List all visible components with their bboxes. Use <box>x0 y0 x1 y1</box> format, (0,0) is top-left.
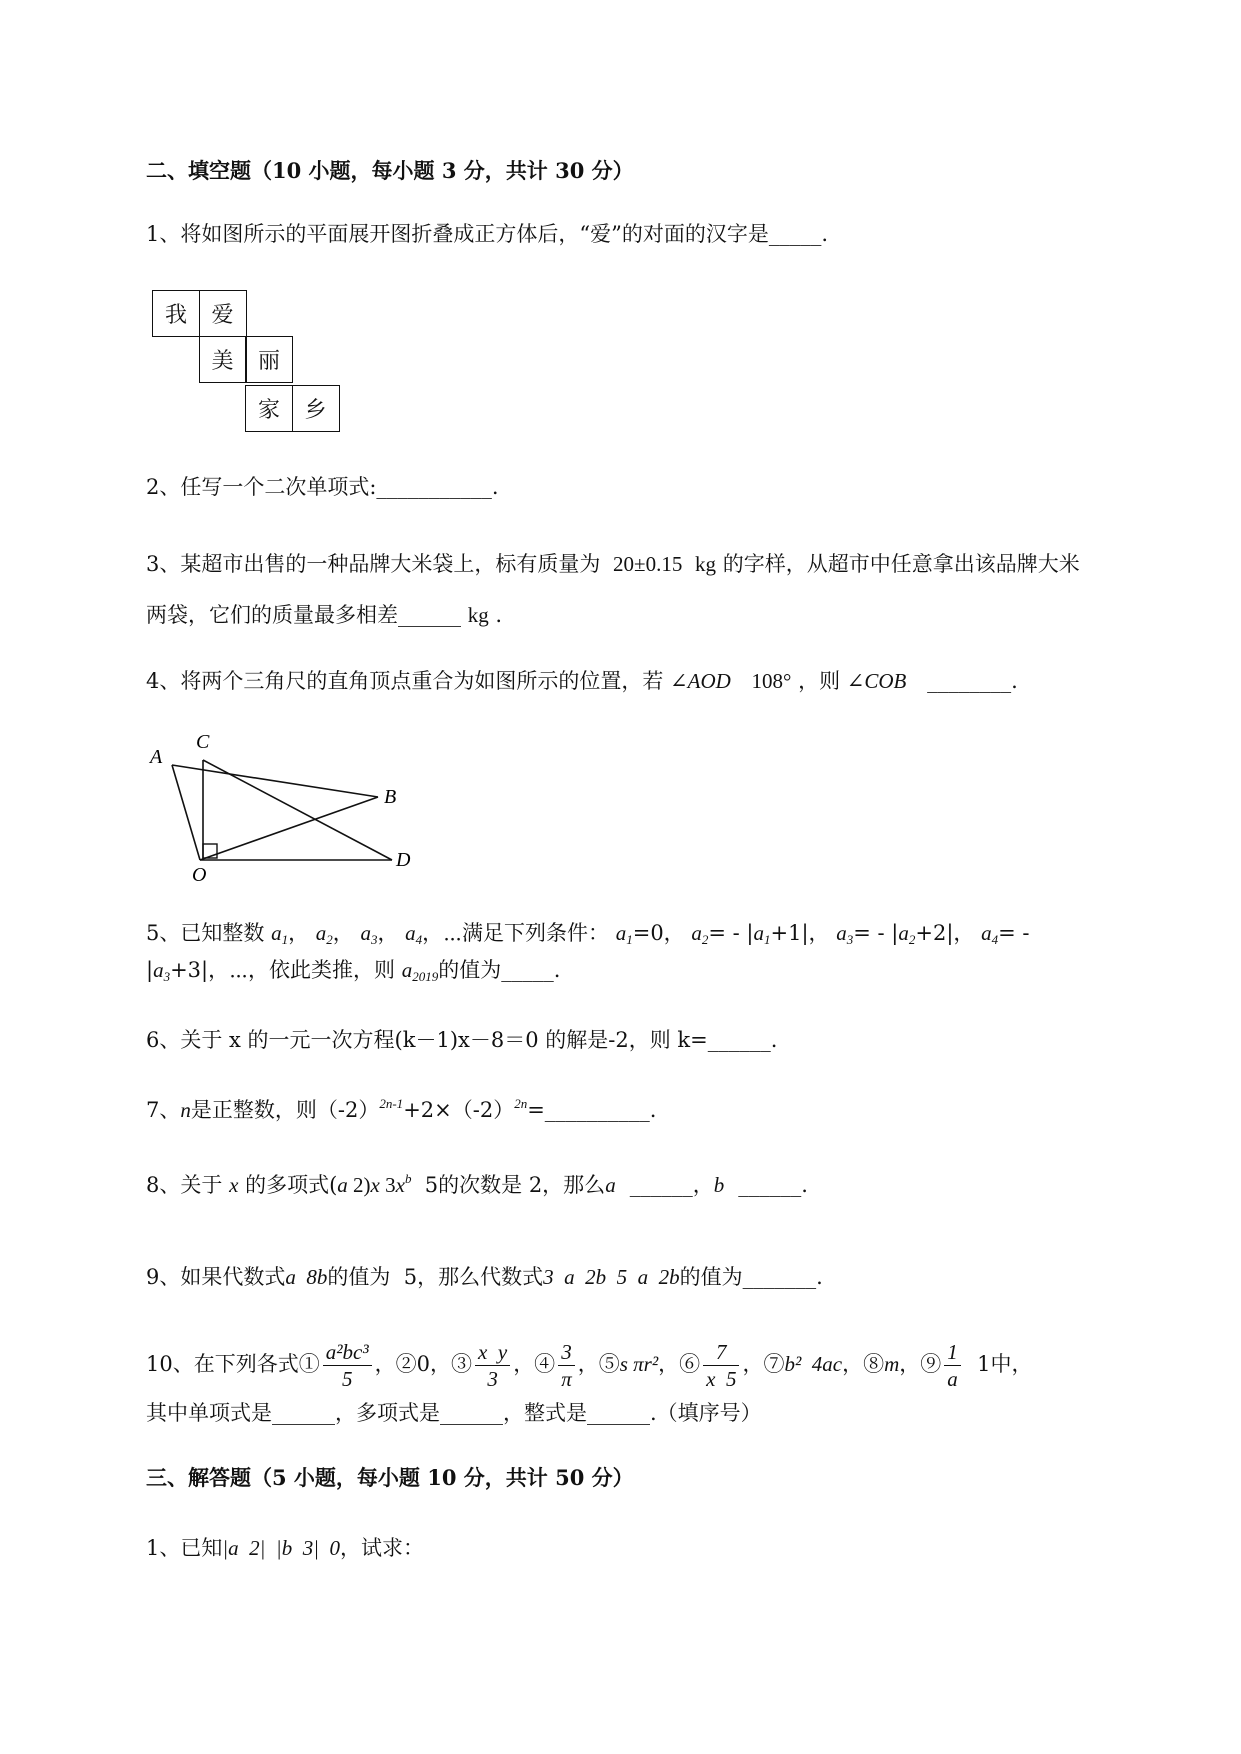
q8-blank: ______， <box>629 1173 714 1197</box>
section-title-fill-in: 二、填空题（10 小题，每小题 3 分，共计 30 分） <box>146 158 634 183</box>
q10-text: ，⑤ <box>577 1352 620 1376</box>
segment-cd <box>203 760 392 860</box>
fraction-numerator: 3 <box>558 1339 575 1366</box>
question-4 <box>146 666 1018 696</box>
q5-var: a <box>615 921 627 945</box>
q10-fraction-9 <box>944 1339 961 1392</box>
q5-sub: 1 <box>626 932 633 947</box>
fraction-denominator: 5 <box>341 1367 353 1391</box>
q8-var: x <box>370 1173 380 1197</box>
net-cell: 爱 <box>199 290 247 337</box>
fraction-denominator: a <box>947 1367 958 1391</box>
q8-text: 2) <box>347 1173 371 1197</box>
problem-1 <box>146 1533 424 1563</box>
q8-var: a <box>605 1173 616 1197</box>
segment-ob <box>200 797 378 860</box>
question-10-line2: 其中单项式是______，多项式是______，整式是______.（填序号） <box>146 1401 762 1425</box>
q3-text: 的字样，从超市中任意拿出该品牌大米 <box>722 552 1080 576</box>
q7-var: n <box>180 1098 191 1122</box>
q4-blank: ________. <box>927 669 1018 693</box>
q5-var: a <box>271 921 282 945</box>
q5-var: a <box>691 921 702 945</box>
q8-var: x <box>395 1173 405 1197</box>
q8-var: b <box>713 1173 725 1197</box>
question-5-line1 <box>146 918 1029 955</box>
q5-sub: 3 <box>163 969 171 984</box>
q10-text: ，⑥ <box>658 1352 701 1376</box>
q9-text: 的值为 5，那么代数式 <box>327 1265 544 1289</box>
q5-text: ， <box>332 921 354 945</box>
question-2: 2、任写一个二次单项式:___________. <box>146 475 499 499</box>
q5-sub: 2 <box>701 932 709 947</box>
q10-text: 1中， <box>963 1352 1033 1376</box>
question-1: 1、将如图所示的平面展开图折叠成正方体后，“爱”的对面的汉字是_____. <box>146 222 829 246</box>
triangle-rulers-figure <box>140 725 440 885</box>
q8-blank: ______. <box>738 1173 808 1197</box>
q3-unit: kg <box>467 603 489 627</box>
q5-var: a <box>405 921 416 945</box>
q5-text: ， <box>377 921 399 945</box>
q5-text: +1|， <box>770 921 830 945</box>
q7-text: 是正整数，则（-2） <box>190 1098 380 1122</box>
question-5-line2 <box>146 955 560 992</box>
q10-expression: s πr² <box>619 1352 659 1376</box>
q9-expression: a 8b <box>285 1265 328 1289</box>
question-7 <box>146 1089 656 1125</box>
net-cell: 丽 <box>245 336 293 383</box>
q10-text: 10、在下列各式① <box>146 1352 320 1376</box>
q5-var: a <box>153 958 164 982</box>
q5-sub: 2 <box>326 932 333 947</box>
label-d: D <box>396 849 411 871</box>
q10-fraction-1 <box>323 1339 372 1392</box>
q5-sub: 4 <box>991 932 999 947</box>
q7-text: 7、 <box>146 1098 181 1122</box>
fraction-numerator: 7 <box>703 1339 739 1366</box>
q5-text: ， <box>288 921 310 945</box>
q5-sub: 1 <box>764 932 771 947</box>
question-10-line1 <box>146 1334 1032 1394</box>
q5-var: a <box>360 921 371 945</box>
label-a: A <box>150 746 163 768</box>
q5-var: a <box>401 958 413 982</box>
q9-text: 的值为_______. <box>679 1265 823 1289</box>
section-title-answer: 三、解答题（5 小题，每小题 10 分，共计 50 分） <box>146 1465 634 1490</box>
label-o: O <box>192 864 207 885</box>
q8-text: 的多项式( <box>245 1173 338 1197</box>
p1-expression: |a 2| |b 3| 0 <box>222 1536 340 1560</box>
q10-text: ，④ <box>513 1352 556 1376</box>
q4-angle-aod: ∠AOD <box>670 669 731 693</box>
net-cell: 我 <box>152 290 200 337</box>
net-cell: 乡 <box>292 385 340 432</box>
q4-text: 4、将两个三角尺的直角顶点重合为如图所示的位置，若 <box>146 669 664 693</box>
q3-text: 3、某超市出售的一种品牌大米袋上，标有质量为 <box>146 552 601 576</box>
q4-text: ，则 <box>798 669 841 693</box>
q9-text: 9、如果代数式 <box>146 1265 286 1289</box>
q10-fraction-4 <box>558 1339 575 1392</box>
fraction-denominator: x 5 <box>706 1367 737 1391</box>
q8-var: x <box>229 1173 239 1197</box>
fraction-denominator: π <box>561 1367 572 1391</box>
q8-text: 5的次数是 2，那么 <box>411 1173 606 1197</box>
q3-text: 两袋，它们的质量最多相差______ <box>146 603 461 627</box>
q3-text: . <box>495 603 503 627</box>
q10-expression: b² 4ac <box>784 1352 843 1376</box>
q5-text: = - <box>998 921 1030 945</box>
segment-ao <box>172 765 200 860</box>
q10-fraction-6 <box>703 1339 739 1392</box>
label-b: B <box>384 786 397 808</box>
q3-unit: kg <box>695 552 717 576</box>
q5-text: 5、已知整数 <box>146 921 265 945</box>
q5-var: a <box>315 921 327 945</box>
q8-text: 8、关于 <box>146 1173 223 1197</box>
q10-text: ，⑦ <box>742 1352 785 1376</box>
label-c: C <box>196 731 210 753</box>
q5-text: +2|， <box>915 921 975 945</box>
q9-expression: 3 a 2b 5 a 2b <box>543 1265 680 1289</box>
q10-fraction-3 <box>475 1339 510 1392</box>
q5-sub: 3 <box>846 932 854 947</box>
q5-text: =0， <box>632 921 685 945</box>
q8-text: 3 <box>379 1173 396 1197</box>
p1-text: 1、已知 <box>146 1536 223 1560</box>
q5-text: 的值为_____. <box>438 958 561 982</box>
q7-text: =__________. <box>527 1098 657 1122</box>
q10-text: ，⑧ <box>842 1352 885 1376</box>
net-cell: 家 <box>245 385 293 432</box>
fraction-numerator: x y <box>475 1339 510 1366</box>
p1-text: ，试求： <box>339 1536 424 1560</box>
q5-sub: 2019 <box>412 969 439 984</box>
q10-text: ，⑨ <box>899 1352 942 1376</box>
q4-value: 108° <box>751 669 792 693</box>
question-3-line1 <box>146 549 1080 579</box>
question-8 <box>146 1164 808 1200</box>
question-3-line2 <box>146 600 502 630</box>
question-6: 6、关于 x 的一元一次方程(k－1)x－8＝0 的解是-2，则 k=______. <box>146 1028 778 1052</box>
q5-text: | <box>146 958 154 982</box>
q8-exponent: b <box>404 1171 412 1186</box>
fraction-numerator: a²bc³ <box>323 1339 372 1366</box>
q7-exponent: 2n <box>514 1096 528 1111</box>
q5-var: a <box>836 921 847 945</box>
q7-text: +2×（-2） <box>403 1098 515 1122</box>
q5-sub: 4 <box>415 932 423 947</box>
q5-var: a <box>898 921 909 945</box>
q5-sub: 1 <box>281 932 289 947</box>
q5-var: a <box>753 921 764 945</box>
q5-sub: 2 <box>908 932 916 947</box>
q10-expression: m <box>884 1352 900 1376</box>
q10-text: ，②0，③ <box>374 1352 473 1376</box>
net-cell: 美 <box>199 336 247 383</box>
fraction-numerator: 1 <box>944 1339 961 1366</box>
q4-angle-cob: ∠COB <box>846 669 907 693</box>
q5-text: = - | <box>708 921 754 945</box>
q5-text: +3|，⋯，依此类推，则 <box>170 958 396 982</box>
q8-var: a <box>337 1173 348 1197</box>
question-9 <box>146 1262 823 1292</box>
q7-exponent: 2n-1 <box>379 1096 404 1111</box>
q5-var: a <box>981 921 992 945</box>
q3-mass: 20±0.15 <box>613 552 683 576</box>
q5-text: ，⋯满足下列条件： <box>422 921 610 945</box>
q5-sub: 3 <box>370 932 378 947</box>
q5-text: = - | <box>853 921 899 945</box>
fraction-denominator: 3 <box>487 1367 498 1391</box>
